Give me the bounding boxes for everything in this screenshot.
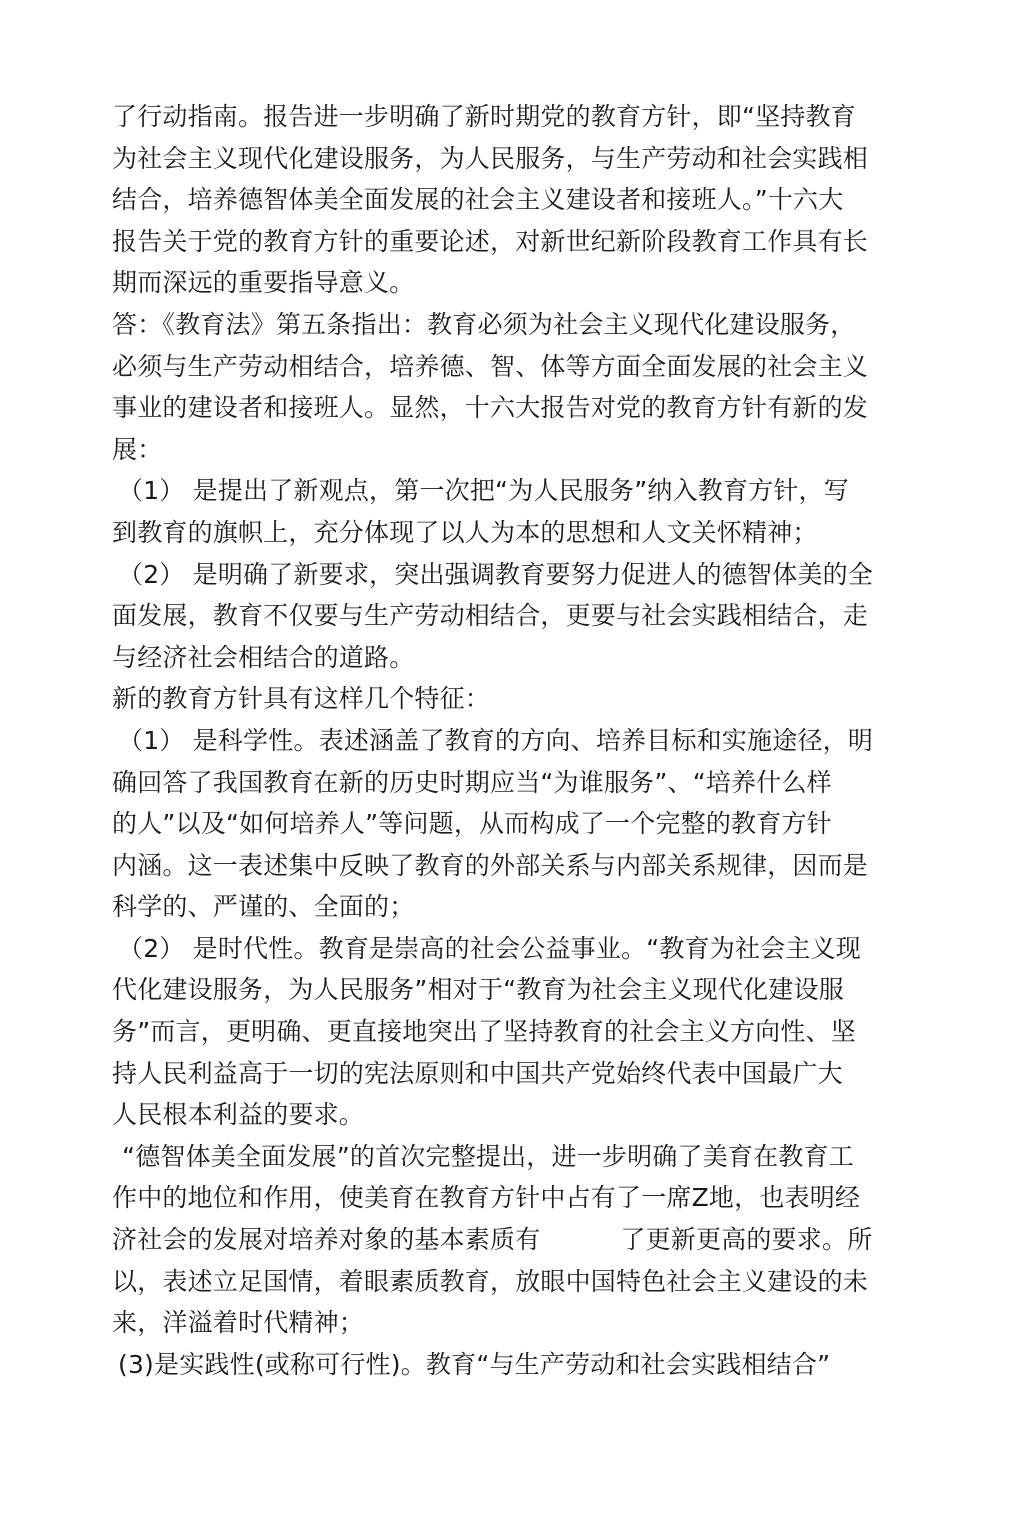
document-body: [112, 96, 892, 1385]
answer-line-1: 答：《教育法》第五条指出：教育必须为社会主义现代化建设服务，: [112, 309, 856, 339]
feature-3-line-1: (3)是实践性(或称可行性)。教育“与生产劳动和社会实践相结合”: [118, 1349, 831, 1379]
paragraph-line-2: 作中的地位和作用，使美育在教育方针中占有了一席Z地，也表明经: [112, 1183, 861, 1213]
point-2-line-3: 与经济社会相结合的道路。: [112, 642, 415, 672]
feature-2-line-1: （2） 是时代性。教育是崇高的社会公益事业。“教育为社会主义现: [118, 933, 862, 963]
feature-1-line-4: 内涵。这一表述集中反映了教育的外部关系与内部关系规律，因而是: [112, 850, 869, 880]
point-1-line-2: 到教育的旗帜上，充分体现了以人为本的思想和人文关怀精神；: [112, 517, 818, 547]
point-1-line-1: （1） 是提出了新观点，第一次把“为人民服务”纳入教育方针，写: [118, 476, 849, 506]
paragraph-line-3-part-a: 济社会的发展对培养对象的基本素质有: [112, 1225, 541, 1255]
text-line-5: 期而深远的重要指导意义。: [112, 268, 415, 298]
feature-2-line-5: 人民根本利益的要求。: [112, 1100, 365, 1130]
text-line-1: 了行动指南。报告进一步明确了新时期党的教育方针，即“坚持教育: [112, 102, 856, 131]
feature-2-line-4: 持人民利益高于一切的宪法原则和中国共产党始终代表中国最广大: [112, 1058, 843, 1088]
feature-1-line-2: 确回答了我国教育在新的历史时期应当“为谁服务”、“培养什么样: [112, 767, 832, 797]
answer-line-4: 展：: [112, 434, 163, 464]
feature-1-line-1: （1） 是科学性。表述涵盖了教育的方向、培养目标和实施途径，明: [118, 725, 874, 755]
feature-2-line-3: 务”而言，更明确、更直接地突出了坚持教育的社会主义方向性、坚: [112, 1017, 856, 1047]
text-line-3: 结合，培养德智体美全面发展的社会主义建设者和接班人。”十六大: [112, 185, 844, 215]
text-line-2: 为社会主义现代化建设服务，为人民服务，与生产劳动和社会实践相: [112, 143, 869, 173]
paragraph-line-3-part-b: 了更新更高的要求。所: [620, 1225, 873, 1255]
answer-line-2: 必须与生产劳动相结合，培养德、智、体等方面全面发展的社会主义: [112, 351, 869, 381]
feature-1-line-3: 的人”以及“如何培养人”等问题，从而构成了一个完整的教育方针: [112, 809, 832, 839]
feature-2-line-2: 代化建设服务，为人民服务”相对于“教育为社会主义现代化建设服: [112, 975, 844, 1005]
paragraph-line-4: 以，表述立足国情，着眼素质教育，放眼中国特色社会主义建设的未: [112, 1266, 869, 1296]
paragraph-line-3: [112, 1219, 892, 1261]
features-intro: 新的教育方针具有这样几个特征：: [112, 684, 491, 714]
answer-line-3: 事业的建设者和接班人。显然，十六大报告对党的教育方针有新的发: [112, 393, 869, 423]
paragraph-line-5: 来，洋溢着时代精神；: [112, 1308, 365, 1338]
point-2-line-2: 面发展，教育不仅要与生产劳动相结合，更要与社会实践相结合，走: [112, 601, 869, 631]
paragraph-line-1: “德智体美全面发展”的首次完整提出，进一步明确了美育在教育工: [122, 1141, 854, 1171]
point-2-line-1: （2） 是明确了新要求，突出强调教育要努力促进人的德智体美的全: [118, 559, 874, 589]
feature-1-line-5: 科学的、严谨的、全面的；: [112, 892, 415, 922]
text-line-4: 报告关于党的教育方针的重要论述，对新世纪新阶段教育工作具有长: [112, 226, 869, 256]
